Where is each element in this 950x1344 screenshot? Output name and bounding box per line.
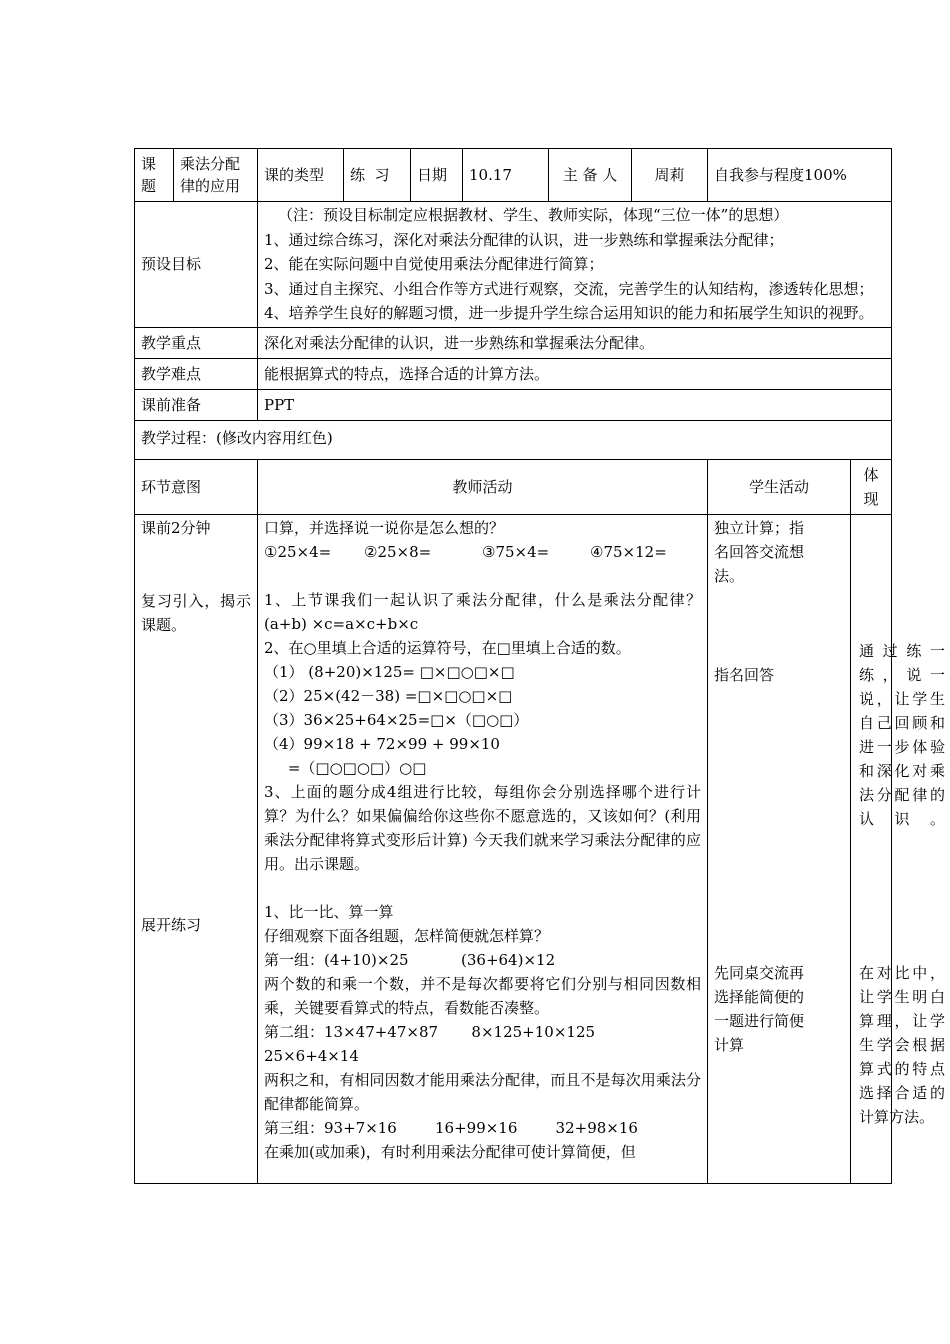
teacher-cell (258, 514, 708, 1183)
goal-item-2: 2、能在实际问题中自觉使用乘法分配律进行简算； (264, 255, 604, 273)
col-student-header: 学生活动 (708, 459, 851, 514)
host-label: 主 备 人 (549, 149, 632, 202)
date-value: 10.17 (463, 149, 549, 202)
header-row (135, 149, 892, 202)
stage-cell (135, 514, 258, 1183)
practice-group-2: 第二组：13×47+47×87 8×125+10×125 (264, 1022, 596, 1041)
practice-title: 1、比一比、算一算 (264, 902, 394, 921)
process-row (135, 514, 892, 1183)
student-activity-2: 指名回答 (714, 665, 775, 684)
student-activity-3: 先同桌交流再选择能简便的一题进行简便计算 (714, 963, 805, 1054)
student-cell (708, 514, 851, 1183)
review-item: （4）99×18 + 72×99 + 99×10 (264, 734, 500, 753)
prep-label: 课前准备 (135, 389, 258, 420)
review-question-2: 2、在○里填上合适的运算符号，在□里填上合适的数。 (264, 638, 631, 657)
practice-group-1: 第一组：(4+10)×25 (36+64)×12 (264, 950, 556, 969)
warmup-title: 口算，并选择说一说你是怎么想的？ (264, 518, 505, 537)
stage-warmup: 课前2分钟 (141, 518, 211, 537)
practice-group-3: 第三组：93+7×16 16+99×16 32+98×16 (264, 1118, 638, 1137)
stage-review: 复习引入，揭示课题。 (141, 591, 251, 634)
practice-group-3-note: 在乘加(或加乘)，有时利用乘法分配律可使计算简便，但 (264, 1142, 636, 1161)
warmup-item: ③75×4= (482, 542, 550, 561)
type-value: 练 习 (344, 149, 411, 202)
review-question-3: 3、上面的题分成4组进行比较，每组你会分别选择哪个进行计算？为什么？如果偏偏给你这些你不愿意选的，又该如何？(利用乘法分配律将算式变形后计算) 今天我们就来学习乘法分配律的应用。出示课题。 (264, 782, 701, 873)
review-item: =（□○□○□）○□ (264, 758, 427, 777)
type-label: 课的类型 (258, 149, 344, 202)
column-header-row (135, 459, 892, 514)
difficulty-label: 教学难点 (135, 358, 258, 389)
col-stage-header: 环节意图 (135, 459, 258, 514)
practice-intro: 仔细观察下面各组题，怎样简便就怎样算？ (264, 926, 550, 945)
reflect-2: 在对比中，让学生明白算理，让学生学会根据算式的特点选择合适的计算方法。 (859, 963, 945, 1126)
goals-content (258, 202, 892, 328)
process-title-row (135, 420, 892, 459)
reflect-cell (851, 514, 945, 1183)
warmup-item: ④75×12= (590, 542, 667, 561)
prep-value: PPT (258, 389, 892, 420)
goals-row (135, 202, 892, 328)
goal-item-3: 3、通过自主探究、小组合作等方式进行观察，交流，完善学生的认知结构，渗透转化思想； (264, 279, 874, 298)
host-value: 周莉 (632, 149, 708, 202)
goal-item-4: 4、培养学生良好的解题习惯，进一步提升学生综合运用知识的能力和拓展学生知识的视野。 (264, 304, 874, 322)
goals-label: 预设目标 (135, 202, 258, 328)
participation-label: 自我参与程度100% (708, 149, 892, 202)
date-label: 日期 (411, 149, 463, 202)
lesson-plan-page (134, 148, 945, 1184)
review-item: （1） (8+20)×125= □×□○□×□ (264, 662, 515, 681)
lesson-plan-table (134, 148, 945, 1184)
review-item: （2）25×(42－38) =□×□○□×□ (264, 686, 513, 705)
goals-note: （注：预设目标制定应根据教材、学生、教师实际，体现“三位一体”的思想） (278, 206, 789, 224)
topic-value: 乘法分配律的应用 (174, 149, 258, 202)
warmup-item: ②25×8= (364, 542, 432, 561)
col-teacher-header: 教师活动 (258, 459, 708, 514)
goal-item-1: 1、通过综合练习，深化对乘法分配律的认识，进一步熟练和掌握乘法分配律； (264, 230, 784, 249)
col-reflect-header: 体现 (851, 459, 892, 514)
key-point-value: 深化对乘法分配律的认识，进一步熟练和掌握乘法分配律。 (258, 327, 892, 358)
student-activity-1: 独立计算；指名回答交流想法。 (714, 518, 805, 585)
reflect-1: 通过练一练，说一说，让学生自己回顾和进一步体验和深化对乘法分配律的认识。 (859, 641, 945, 828)
practice-group-2b: 25×6+4×14 (264, 1046, 359, 1065)
warmup-items (264, 540, 701, 564)
stage-practice: 展开练习 (141, 915, 202, 934)
review-question-1: 1、上节课我们一起认识了乘法分配律，什么是乘法分配律？(a+b) ×c=a×c+b×c (264, 590, 701, 633)
difficulty-value: 能根据算式的特点，选择合适的计算方法。 (258, 358, 892, 389)
prep-row (135, 389, 892, 420)
review-item: （3）36×25+64×25=□×（□○□） (264, 710, 529, 729)
difficulty-row (135, 358, 892, 389)
practice-group-1-note: 两个数的和乘一个数，并不是每次都要将它们分别与相同因数相乘，关键要看算式的特点，看数能否凑整。 (264, 974, 701, 1017)
key-point-label: 教学重点 (135, 327, 258, 358)
topic-label: 课 题 (135, 149, 174, 202)
warmup-item: ①25×4= (264, 542, 332, 561)
key-point-row (135, 327, 892, 358)
practice-group-2-note: 两积之和，有相同因数才能用乘法分配律，而且不是每次用乘法分配律都能简算。 (264, 1070, 701, 1113)
process-title: 教学过程：(修改内容用红色) (135, 420, 892, 459)
